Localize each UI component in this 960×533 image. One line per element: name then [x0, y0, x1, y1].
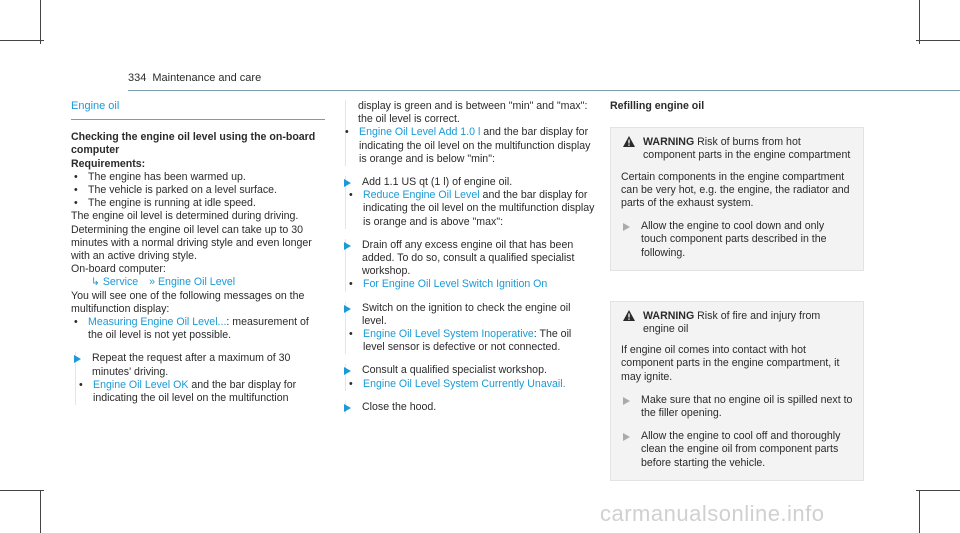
section-title: Engine oil: [71, 100, 120, 112]
warning-title: Risk of fire and injury from engine oil: [643, 309, 821, 336]
step-text: Repeat the request after a maximum of 30 minutes' driving.: [92, 352, 291, 378]
column-1: [71, 100, 325, 405]
message-name: For Engine Oil Level Switch Ignition On: [363, 278, 548, 291]
onboard-label: On-board computer:: [71, 263, 166, 276]
menu-path: [71, 276, 325, 289]
message-name: Reduce Engine Oil Level: [363, 189, 480, 202]
page-number: 334: [128, 72, 147, 84]
step-arrow-icon: [623, 397, 630, 405]
warning-text: If engine oil comes into contact with hot component parts in the engine compartment, it may ignite.: [621, 344, 840, 383]
message-text: and the bar display for indicating the oil level on the multifunction display is orange and is above "max":: [363, 189, 595, 228]
step-text: Drain off any excess engine oil that has been added. To do so, consult a qualified specialist workshop.: [362, 238, 575, 278]
message-text: : measurement of the oil level is not yet possible.: [88, 316, 309, 342]
instruction-step: [345, 401, 595, 414]
requirement-item: • The engine has been warmed up.: [71, 171, 325, 184]
instruction-step: [625, 220, 853, 260]
message-text: and the bar display for indicating the oil level on the multifunction: [93, 378, 297, 405]
warning-box: [610, 127, 864, 271]
message-name: Engine Oil Level System Currently Unavail.: [363, 377, 566, 390]
subsection-heading: Checking the engine oil level using the on-board computer: [71, 131, 316, 157]
message-name: Engine Oil Level OK: [93, 378, 189, 391]
step-text: Add 1.1 US qt (1 l) of engine oil.: [362, 176, 513, 189]
step-arrow-icon: [344, 179, 351, 187]
crop-mark: [40, 0, 41, 44]
page-header: [128, 72, 261, 85]
step-arrow-icon: [344, 242, 351, 250]
warning-title: Risk of burns from hot component parts in the engine compartment: [643, 136, 851, 162]
double-chevron-icon: »: [149, 276, 156, 289]
crop-mark: [919, 0, 920, 44]
crop-mark: [919, 490, 920, 533]
instruction-step: [345, 176, 595, 229]
message-item: [342, 126, 595, 166]
continued-text: display is green and is between "min" and "max": the oil level is correct.: [358, 100, 588, 126]
message-item: [346, 378, 595, 391]
step-arrow-icon: [344, 305, 351, 313]
instruction-step: [345, 364, 595, 390]
message-name: Engine Oil Level Add 1.0 l: [359, 126, 481, 139]
warning-triangle-icon: [623, 136, 635, 147]
return-arrow-icon: ↳: [91, 276, 100, 289]
message-item: [71, 316, 325, 342]
crop-mark: [916, 40, 960, 41]
instruction-step: [345, 302, 595, 355]
message-item: [346, 328, 595, 354]
menu-service: Service: [102, 276, 139, 289]
step-arrow-icon: [344, 367, 351, 375]
step-text: Allow the engine to cool down and only touch component parts described in the following.: [641, 220, 827, 259]
section-name: Maintenance and care: [152, 72, 262, 84]
message-item: [346, 189, 595, 229]
requirements-label: Requirements:: [71, 157, 146, 170]
step-text: Switch on the ignition to check the engine oil level.: [362, 301, 571, 327]
message-item: [346, 278, 595, 291]
message-item: [76, 379, 325, 405]
instruction-step: [625, 394, 853, 420]
step-arrow-icon: [623, 223, 630, 231]
step-text: Make sure that no engine oil is spilled next to the filler opening.: [641, 393, 853, 420]
step-text: Close the hood.: [362, 400, 437, 413]
step-text: Allow the engine to cool off and thoroughly clean the engine oil from component parts before starting the vehicle.: [641, 430, 841, 469]
warning-triangle-icon: [623, 310, 635, 321]
instruction-step: [345, 239, 595, 292]
watermark: carmanualsonline.info: [600, 501, 825, 526]
message-text: : The oil level sensor is defective or not connected.: [363, 328, 572, 354]
section-divider: [71, 119, 325, 120]
crop-mark: [40, 490, 41, 533]
continued-block: [345, 100, 595, 166]
warning-box: [610, 301, 864, 481]
crop-mark: [0, 490, 44, 491]
menu-engine-oil-level: Engine Oil Level: [157, 276, 236, 289]
requirement-item: • The vehicle is parked on a level surface.: [71, 184, 325, 197]
step-arrow-icon: [623, 433, 630, 441]
step-arrow-icon: [74, 355, 81, 363]
step-text: Consult a qualified specialist workshop.: [362, 364, 547, 377]
message-text: and the bar display for indicating the oil level on the multifunction display is orange and is below "min":: [359, 126, 591, 165]
warning-header: [621, 310, 853, 336]
message-name: Measuring Engine Oil Level...: [88, 316, 227, 329]
step-arrow-icon: [344, 404, 351, 412]
requirement-item: • The engine is running at idle speed.: [71, 197, 325, 210]
warning-label: WARNING: [643, 309, 695, 322]
warning-text: Certain components in the engine compartment can be very hot, e.g. the engine, the radiator and parts of the exhaust system.: [621, 170, 850, 210]
column-2: [341, 100, 595, 414]
column-3: [610, 100, 864, 481]
instruction-step: [75, 352, 325, 405]
instruction-step: [625, 430, 853, 470]
subsection-heading: Refilling engine oil: [610, 100, 705, 112]
paragraph: You will see one of the following messages on the multifunction display:: [71, 289, 305, 315]
warning-label: WARNING: [643, 136, 695, 149]
message-name: Engine Oil Level System Inoperative: [363, 328, 534, 341]
crop-mark: [916, 490, 960, 491]
header-divider: [128, 90, 960, 91]
paragraph: The engine oil level is determined during driving. Determining the engine oil level can take up to 30 minutes with a normal driving style and even longer with an active driving style.: [71, 210, 312, 263]
crop-mark: [0, 40, 44, 41]
warning-header: [621, 136, 853, 162]
